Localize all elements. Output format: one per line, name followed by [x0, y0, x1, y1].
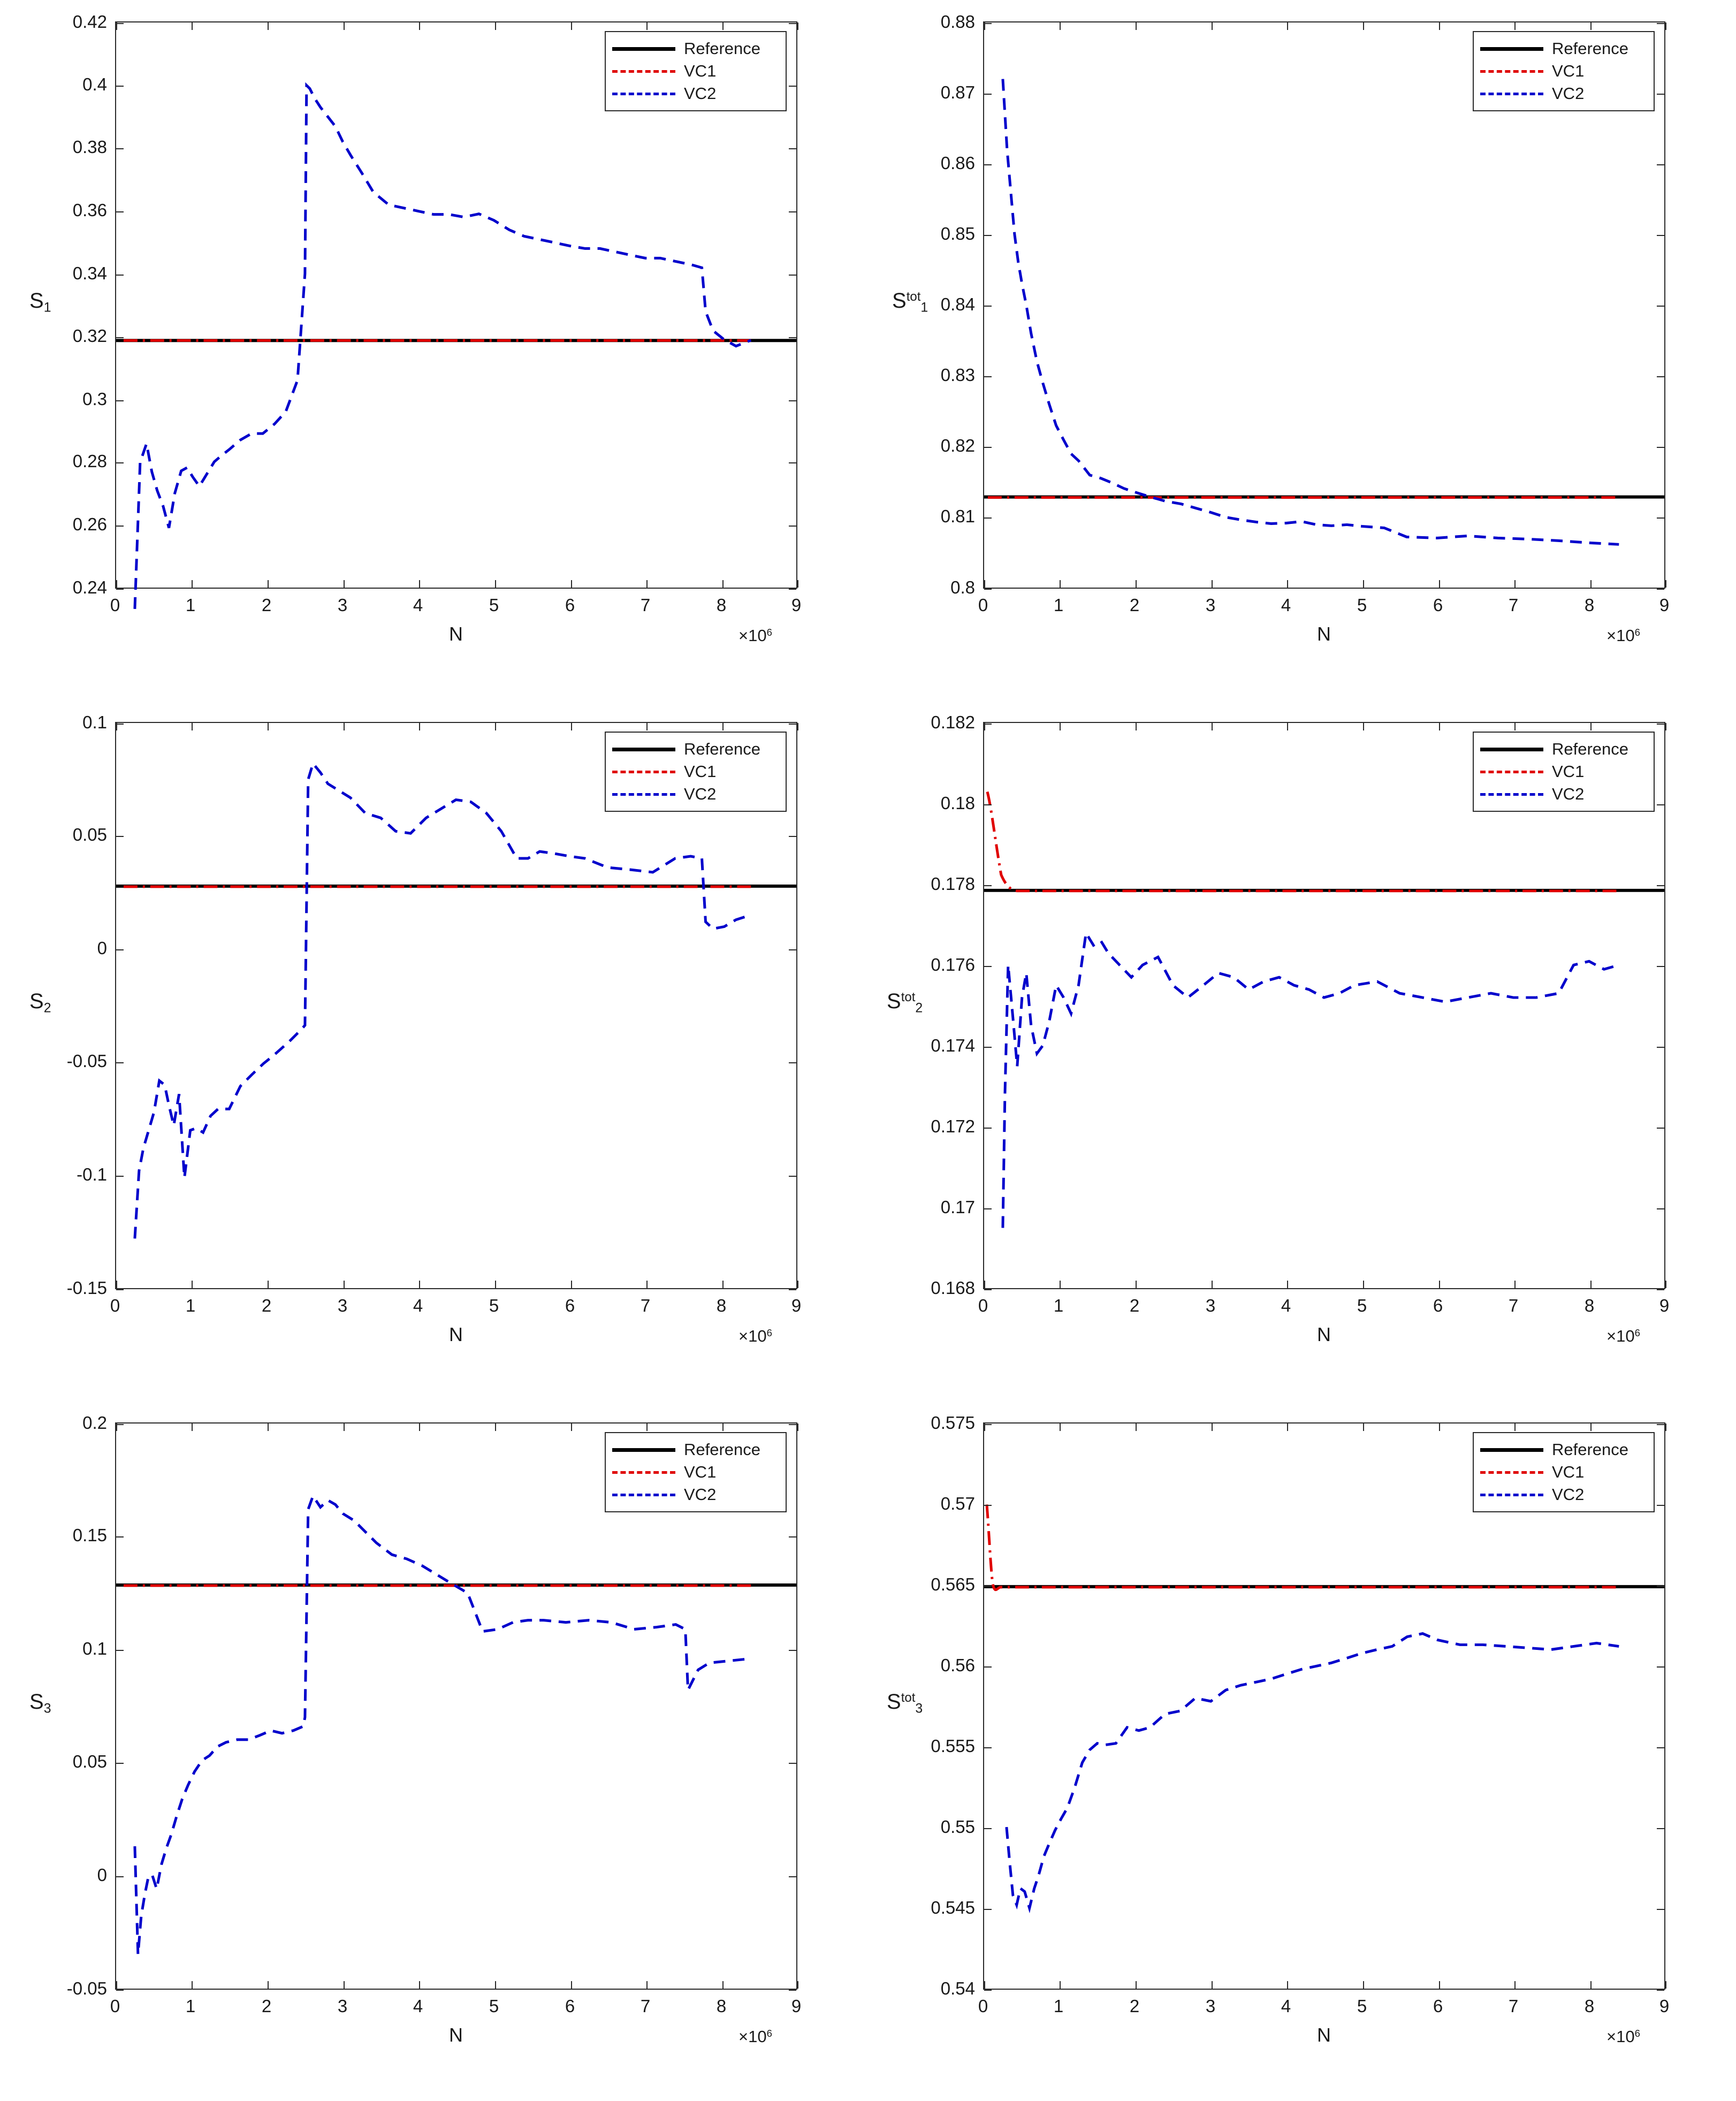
x-tick-label: 9 — [1659, 595, 1670, 615]
axes-box — [115, 1422, 797, 1990]
legend-key-reference — [612, 1448, 675, 1452]
x-axis-exponent: $\times 10^6$ — [738, 1327, 772, 1345]
x-tick-label: 8 — [1584, 1996, 1595, 2016]
legend-label: Reference — [1552, 39, 1629, 58]
x-tick-label: 0 — [110, 1296, 120, 1315]
x-tick-label: 4 — [413, 1296, 423, 1315]
x-tick-label: 0 — [110, 595, 120, 615]
y-tick-label: 0 — [97, 938, 107, 958]
y-tick-label: 0.174 — [931, 1036, 975, 1055]
legend-item-reference — [1480, 37, 1645, 60]
axes-box — [983, 21, 1665, 589]
y-tick-label: 0.565 — [931, 1574, 975, 1594]
x-tick-label: 7 — [1508, 1996, 1519, 2016]
legend — [1473, 1432, 1655, 1512]
y-tick-label: 0.176 — [931, 955, 975, 975]
x-tick-label: 6 — [1433, 1996, 1443, 2016]
y-tick-label: 0.2 — [82, 1413, 107, 1433]
legend-label: VC1 — [684, 1463, 717, 1481]
x-tick-label: 6 — [565, 595, 575, 615]
y-axis-title: $S^{tot}_3$ — [887, 1690, 923, 1716]
legend-key-reference — [1480, 47, 1543, 51]
legend-key-vc1 — [1480, 1471, 1543, 1474]
x-tick-label: 3 — [337, 1996, 348, 2016]
legend-item-vc1 — [612, 60, 777, 82]
x-tick-label: 2 — [1129, 1996, 1140, 2016]
legend — [605, 1432, 787, 1512]
legend-item-reference — [612, 1438, 777, 1461]
legend-label: VC1 — [684, 762, 717, 781]
panel-s3-tot — [868, 1401, 1736, 2101]
legend-key-vc1 — [612, 70, 675, 73]
y-axis-title: $S^{tot}_2$ — [887, 989, 923, 1016]
y-tick-label: 0.3 — [82, 389, 107, 409]
legend-label: VC1 — [1552, 762, 1585, 781]
x-tick-label: 9 — [791, 595, 802, 615]
y-axis-title: $S_3$ — [29, 1690, 51, 1716]
y-tick-label: 0.178 — [931, 874, 975, 894]
x-tick-label: 4 — [1281, 595, 1291, 615]
x-tick-label: 9 — [791, 1296, 802, 1315]
x-tick-label: 3 — [337, 595, 348, 615]
y-tick-label: 0.28 — [72, 451, 107, 471]
x-axis-exponent: $\times 10^6$ — [1606, 2027, 1640, 2046]
y-tick-label: -0.15 — [66, 1278, 107, 1298]
x-axis-exponent: $\times 10^6$ — [1606, 626, 1640, 645]
x-tick-label: 1 — [1053, 1996, 1064, 2016]
y-tick-label: 0.1 — [82, 712, 107, 732]
x-tick-label: 2 — [261, 1996, 272, 2016]
y-axis-title: $S^{tot}_1$ — [892, 289, 928, 315]
y-tick-label: -0.1 — [77, 1164, 107, 1184]
x-tick-label: 6 — [565, 1996, 575, 2016]
legend-label: Reference — [684, 39, 761, 58]
axes-box — [115, 722, 797, 1289]
x-tick-label: 2 — [1129, 1296, 1140, 1315]
legend-item-reference — [612, 738, 777, 760]
x-tick-label: 8 — [716, 1996, 727, 2016]
y-tick-label: 0.172 — [931, 1116, 975, 1136]
legend-item-vc2 — [1480, 82, 1645, 105]
y-tick-label: 0.05 — [72, 1752, 107, 1771]
x-axis-title: N — [1317, 623, 1331, 645]
legend-label: VC1 — [1552, 1463, 1585, 1481]
legend-label: VC2 — [684, 84, 717, 103]
y-tick-label: 0.8 — [950, 577, 975, 597]
legend-key-vc1 — [1480, 70, 1543, 73]
legend-label: VC1 — [1552, 62, 1585, 80]
y-tick-label: 0.555 — [931, 1736, 975, 1756]
x-tick-label: 4 — [413, 595, 423, 615]
legend-item-reference — [1480, 738, 1645, 760]
legend-key-vc2 — [1480, 1494, 1543, 1496]
y-axis-title: $S_1$ — [29, 289, 51, 315]
y-tick-label: -0.05 — [66, 1051, 107, 1071]
x-tick-label: 2 — [261, 1296, 272, 1315]
legend-label: VC2 — [1552, 84, 1585, 103]
y-tick-label: 0.182 — [931, 712, 975, 732]
x-tick-label: 8 — [716, 1296, 727, 1315]
legend — [605, 31, 787, 111]
y-tick-label: 0.168 — [931, 1278, 975, 1298]
y-tick-label: 0.42 — [72, 12, 107, 32]
y-tick-label: 0.81 — [940, 506, 975, 526]
y-tick-label: 0.84 — [940, 294, 975, 314]
legend-key-reference — [612, 748, 675, 751]
legend-label: Reference — [1552, 1440, 1629, 1459]
y-tick-label: 0.05 — [72, 825, 107, 844]
legend-key-reference — [1480, 748, 1543, 751]
x-tick-label: 4 — [1281, 1296, 1291, 1315]
x-tick-label: 5 — [1357, 1296, 1367, 1315]
x-tick-label: 8 — [1584, 1296, 1595, 1315]
x-tick-label: 9 — [1659, 1296, 1670, 1315]
x-tick-label: 6 — [1433, 1296, 1443, 1315]
x-tick-label: 3 — [337, 1296, 348, 1315]
x-axis-title: N — [449, 1323, 463, 1345]
x-tick-label: 6 — [565, 1296, 575, 1315]
x-tick-label: 0 — [978, 1296, 988, 1315]
x-tick-label: 0 — [978, 595, 988, 615]
y-tick-label: 0.18 — [940, 793, 975, 813]
legend-key-reference — [612, 47, 675, 51]
y-tick-label: 0.1 — [82, 1639, 107, 1658]
y-tick-label: 0.54 — [940, 1978, 975, 1998]
legend-item-vc1 — [1480, 760, 1645, 783]
legend-item-vc1 — [1480, 60, 1645, 82]
legend-item-reference — [1480, 1438, 1645, 1461]
axes-box — [983, 1422, 1665, 1990]
panel-s1-tot — [868, 0, 1736, 701]
x-tick-label: 5 — [1357, 595, 1367, 615]
legend-key-vc1 — [612, 771, 675, 773]
x-tick-label: 3 — [1205, 1996, 1216, 2016]
legend-item-vc2 — [1480, 1483, 1645, 1506]
y-tick-label: 0.15 — [72, 1525, 107, 1545]
x-axis-exponent: $\times 10^6$ — [1606, 1327, 1640, 1345]
panel-s2-tot — [868, 701, 1736, 1401]
x-axis-exponent: $\times 10^6$ — [738, 626, 772, 645]
y-tick-label: 0.86 — [940, 153, 975, 173]
x-tick-label: 1 — [185, 595, 196, 615]
legend-item-vc1 — [1480, 1461, 1645, 1483]
x-tick-label: 7 — [640, 1296, 651, 1315]
legend-label: Reference — [1552, 740, 1629, 758]
y-tick-label: 0.26 — [72, 514, 107, 534]
x-tick-label: 3 — [1205, 595, 1216, 615]
x-tick-label: 7 — [640, 1996, 651, 2016]
x-axis-title: N — [449, 2024, 463, 2046]
x-tick-label: 4 — [1281, 1996, 1291, 2016]
y-axis-title: $S_2$ — [29, 989, 51, 1016]
y-tick-label: 0.87 — [940, 82, 975, 102]
x-axis-title: N — [1317, 2024, 1331, 2046]
x-tick-label: 4 — [413, 1996, 423, 2016]
legend-label: Reference — [684, 1440, 761, 1459]
x-tick-label: 1 — [1053, 595, 1064, 615]
legend-key-vc2 — [1480, 793, 1543, 796]
x-tick-label: 1 — [185, 1296, 196, 1315]
legend-item-vc1 — [612, 760, 777, 783]
y-tick-label: 0.56 — [940, 1655, 975, 1675]
legend-item-vc2 — [612, 1483, 777, 1506]
legend-label: Reference — [684, 740, 761, 758]
x-tick-label: 3 — [1205, 1296, 1216, 1315]
legend-item-vc1 — [612, 1461, 777, 1483]
x-tick-label: 7 — [1508, 1296, 1519, 1315]
x-tick-label: 1 — [185, 1996, 196, 2016]
x-tick-label: 7 — [640, 595, 651, 615]
legend-item-vc2 — [1480, 783, 1645, 805]
legend-key-vc2 — [612, 1494, 675, 1496]
legend-item-reference — [612, 37, 777, 60]
y-tick-label: 0 — [97, 1865, 107, 1885]
legend-label: VC2 — [1552, 1485, 1585, 1504]
y-tick-label: 0.88 — [940, 12, 975, 32]
y-tick-label: 0.4 — [82, 74, 107, 94]
legend — [1473, 31, 1655, 111]
x-axis-title: N — [1317, 1323, 1331, 1345]
legend-key-reference — [1480, 1448, 1543, 1452]
x-tick-label: 5 — [489, 1996, 499, 2016]
y-tick-label: 0.57 — [940, 1494, 975, 1513]
x-tick-label: 2 — [1129, 595, 1140, 615]
x-tick-label: 7 — [1508, 595, 1519, 615]
legend — [1473, 732, 1655, 812]
axes-box — [115, 21, 797, 589]
x-tick-label: 6 — [1433, 595, 1443, 615]
x-tick-label: 9 — [791, 1996, 802, 2016]
y-tick-label: 0.24 — [72, 577, 107, 597]
legend-key-vc2 — [612, 93, 675, 95]
x-tick-label: 2 — [261, 595, 272, 615]
panel-s3 — [0, 1401, 868, 2101]
x-tick-label: 5 — [1357, 1996, 1367, 2016]
axes-box — [983, 722, 1665, 1289]
y-tick-label: -0.05 — [66, 1978, 107, 1998]
x-tick-label: 5 — [489, 595, 499, 615]
legend-label: VC2 — [684, 1485, 717, 1504]
x-tick-label: 9 — [1659, 1996, 1670, 2016]
legend-label: VC2 — [1552, 785, 1585, 803]
legend-label: VC2 — [684, 785, 717, 803]
y-tick-label: 0.36 — [72, 200, 107, 220]
y-tick-label: 0.83 — [940, 365, 975, 385]
legend-key-vc2 — [1480, 93, 1543, 95]
x-tick-label: 8 — [716, 595, 727, 615]
y-tick-label: 0.32 — [72, 326, 107, 346]
y-tick-label: 0.575 — [931, 1413, 975, 1433]
legend-key-vc1 — [612, 1471, 675, 1474]
x-axis-title: N — [449, 623, 463, 645]
x-tick-label: 0 — [978, 1996, 988, 2016]
panel-s1 — [0, 0, 868, 701]
y-tick-label: 0.545 — [931, 1898, 975, 1917]
y-tick-label: 0.38 — [72, 137, 107, 157]
y-tick-label: 0.55 — [940, 1817, 975, 1837]
x-tick-label: 8 — [1584, 595, 1595, 615]
y-tick-label: 0.85 — [940, 224, 975, 243]
legend-label: VC1 — [684, 62, 717, 80]
y-tick-label: 0.82 — [940, 436, 975, 455]
x-tick-label: 1 — [1053, 1296, 1064, 1315]
y-tick-label: 0.17 — [940, 1197, 975, 1217]
legend-item-vc2 — [612, 82, 777, 105]
x-tick-label: 5 — [489, 1296, 499, 1315]
x-axis-exponent: $\times 10^6$ — [738, 2027, 772, 2046]
legend-key-vc1 — [1480, 771, 1543, 773]
legend — [605, 732, 787, 812]
legend-item-vc2 — [612, 783, 777, 805]
panel-s2 — [0, 701, 868, 1401]
y-tick-label: 0.34 — [72, 263, 107, 283]
x-tick-label: 0 — [110, 1996, 120, 2016]
legend-key-vc2 — [612, 793, 675, 796]
